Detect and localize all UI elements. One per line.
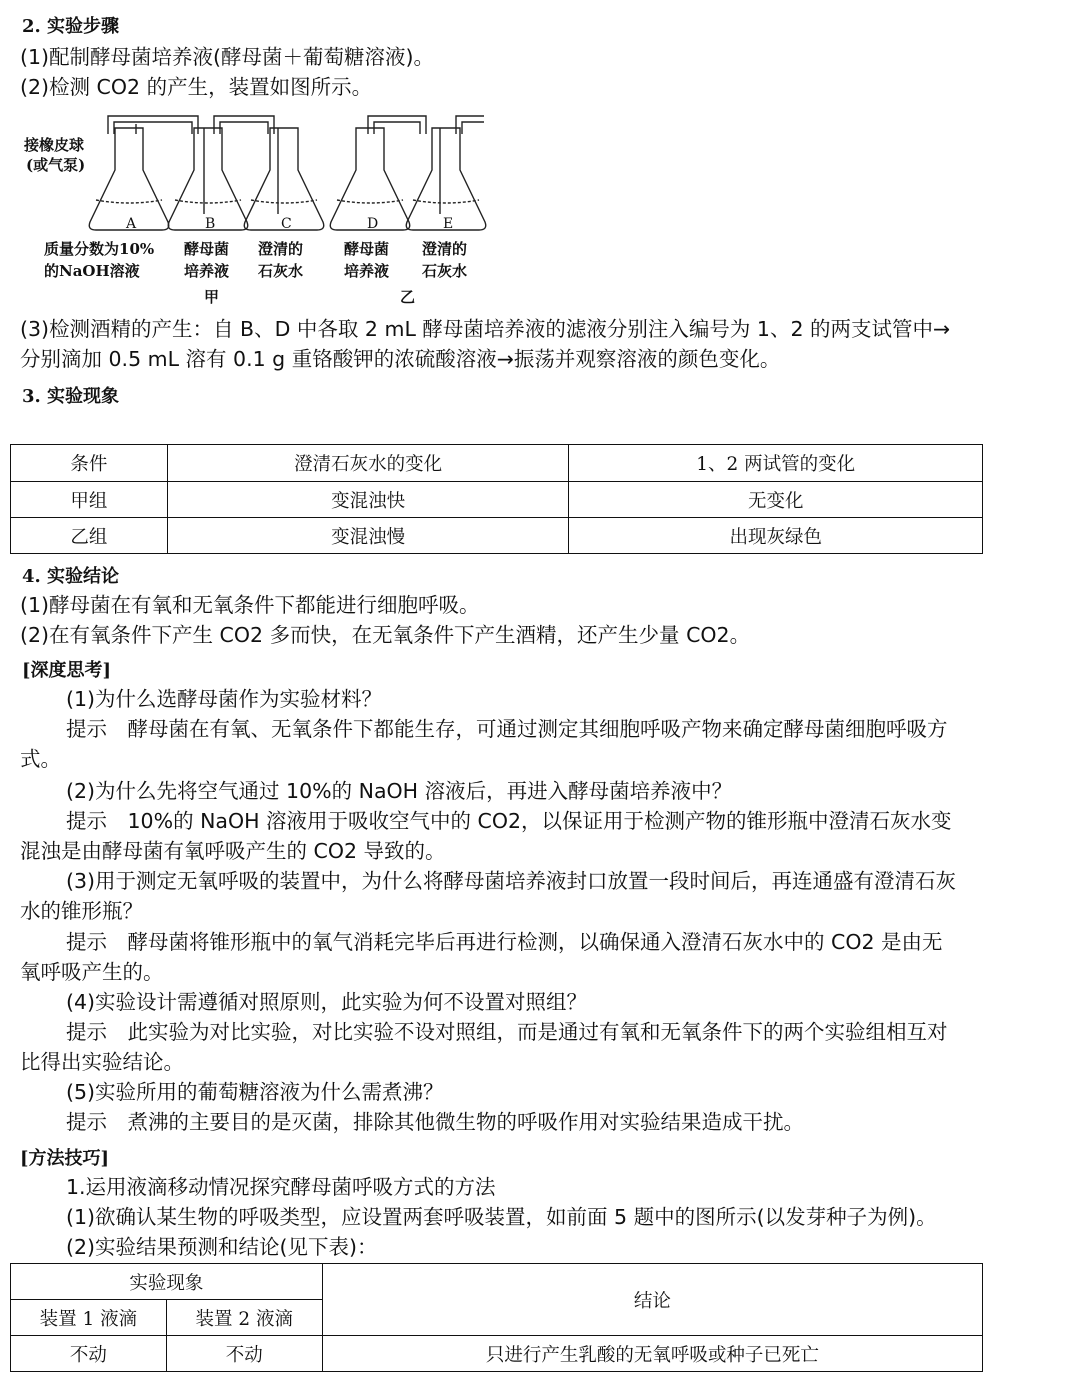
- header-cell: 澄清石灰水的变化: [167, 445, 569, 482]
- method-line: (2)实验结果预测和结论(见下表)：: [66, 1235, 378, 1259]
- header-cell: 条件: [11, 445, 168, 482]
- answer-line: 提示 酵母菌在有氧、无氧条件下都能生存，可通过测定其细胞呼吸产物来确定酵母菌细胞呼吸方: [66, 717, 948, 741]
- table-row: [11, 518, 983, 554]
- caption-e: 石灰水: [422, 262, 468, 280]
- step-1: (1)配制酵母菌培养液(酵母菌＋葡萄糖溶液)。: [20, 45, 435, 69]
- table-cell: 变混浊快: [167, 482, 569, 518]
- step-3-line-1: (3)检测酒精的产生：自 B、D 中各取 2 mL 酵母菌培养液的滤液分别注入编号为 1、2 的两支试管中→: [20, 317, 951, 341]
- header-cell: 装置 2 液滴: [166, 1300, 322, 1336]
- table-cell: 甲组: [11, 482, 168, 518]
- caption-c: 澄清的: [258, 240, 304, 258]
- group-yi-label: 乙: [400, 288, 416, 306]
- deep-thinking-title: [深度思考]: [22, 660, 112, 681]
- answer-line: 提示 10%的 NaOH 溶液用于吸收空气中的 CO2，以保证用于检测产物的锥形瓶中澄清石灰水变: [66, 809, 952, 833]
- header-cell: 装置 1 液滴: [11, 1300, 167, 1336]
- answer-line: 提示 此实验为对比实验，对比实验不设对照组，而是通过有氧和无氧条件下的两个实验组相互对: [66, 1020, 948, 1044]
- answer-line: 混浊是由酵母菌有氧呼吸产生的 CO2 导致的。: [20, 839, 446, 863]
- caption-e: 澄清的: [422, 240, 468, 258]
- group-jia-label: 甲: [204, 288, 220, 306]
- section-4-title: 4. 实验结论: [22, 566, 120, 587]
- caption-a: 质量分数为10%: [44, 240, 155, 258]
- question-line: (1)为什么选酵母菌作为实验材料？: [66, 687, 383, 711]
- table-cell: 不动: [166, 1336, 322, 1372]
- step-3-line-2: 分别滴加 0.5 mL 溶有 0.1 g 重铬酸钾的浓硫酸溶液→振荡并观察溶液的颜色变化。: [20, 347, 781, 371]
- question-line: (3)用于测定无氧呼吸的装置中，为什么将酵母菌培养液封口放置一段时间后，再连通盛有澄清石灰: [66, 869, 957, 893]
- flask-b: [168, 128, 248, 230]
- caption-d: 培养液: [344, 262, 390, 280]
- header-cell: 结论: [322, 1264, 982, 1336]
- results-table: [10, 444, 983, 554]
- flask-c: [244, 128, 324, 230]
- conclusion-2: (2)在有氧条件下产生 CO2 多而快，在无氧条件下产生酒精，还产生少量 CO2。: [20, 623, 751, 647]
- table-header-row: [11, 445, 983, 482]
- pump-label: 接橡皮球: [24, 136, 85, 154]
- section-2-title: 2. 实验步骤: [22, 16, 120, 37]
- header-cell: 实验现象: [11, 1264, 323, 1300]
- answer-line: 比得出实验结论。: [20, 1050, 184, 1074]
- answer-line: 式。: [20, 747, 61, 771]
- answer-line: 提示 煮沸的主要目的是灭菌，排除其他微生物的呼吸作用对实验结果造成干扰。: [66, 1110, 804, 1134]
- caption-d: 酵母菌: [344, 240, 390, 258]
- step-2: (2)检测 CO2 的产生，装置如图所示。: [20, 75, 373, 99]
- caption-b: 培养液: [184, 262, 230, 280]
- flask-d: [330, 128, 410, 230]
- flask-letter: C: [281, 216, 292, 232]
- header-cell: 1、2 两试管的变化: [569, 445, 983, 482]
- flask-e: [406, 128, 486, 230]
- table-cell: 无变化: [569, 482, 983, 518]
- table-cell: 只进行产生乳酸的无氧呼吸或种子已死亡: [322, 1336, 982, 1372]
- flask-letter: D: [367, 216, 379, 232]
- table-cell: 变混浊慢: [167, 518, 569, 554]
- question-line: (2)为什么先将空气通过 10%的 NaOH 溶液后，再进入酵母菌培养液中？: [66, 779, 733, 803]
- table-cell: 出现灰绿色: [569, 518, 983, 554]
- conclusion-1: (1)酵母菌在有氧和无氧条件下都能进行细胞呼吸。: [20, 593, 480, 617]
- table-cell: 不动: [11, 1336, 167, 1372]
- table-row: [11, 482, 983, 518]
- method-title: [方法技巧]: [20, 1148, 110, 1169]
- caption-a: 的NaOH溶液: [44, 262, 140, 280]
- answer-line: 氧呼吸产生的。: [20, 960, 164, 984]
- pump-label: (或气泵): [26, 156, 86, 174]
- apparatus-figure: [18, 104, 488, 313]
- caption-c: 石灰水: [258, 262, 304, 280]
- method-line: 1.运用液滴移动情况探究酵母菌呼吸方式的方法: [66, 1175, 496, 1199]
- method-line: (1)欲确认某生物的呼吸类型，应设置两套呼吸装置，如前面 5 题中的图所示(以发芽种子为例)。: [66, 1205, 937, 1229]
- caption-b: 酵母菌: [184, 240, 230, 258]
- table-row: [11, 1336, 983, 1372]
- prediction-table: [10, 1263, 983, 1372]
- flask-letter: E: [443, 216, 454, 232]
- flask-letter: A: [126, 216, 137, 232]
- question-line: 水的锥形瓶？: [20, 899, 143, 923]
- section-3-title: 3. 实验现象: [22, 386, 120, 407]
- table-cell: 乙组: [11, 518, 168, 554]
- flask-letter: B: [205, 216, 216, 232]
- question-line: (5)实验所用的葡萄糖溶液为什么需煮沸？: [66, 1080, 444, 1104]
- question-line: (4)实验设计需遵循对照原则，此实验为何不设置对照组？: [66, 990, 588, 1014]
- flask-a: [89, 128, 169, 230]
- answer-line: 提示 酵母菌将锥形瓶中的氧气消耗完毕后再进行检测，以确保通入澄清石灰水中的 CO2 是由无: [66, 930, 943, 954]
